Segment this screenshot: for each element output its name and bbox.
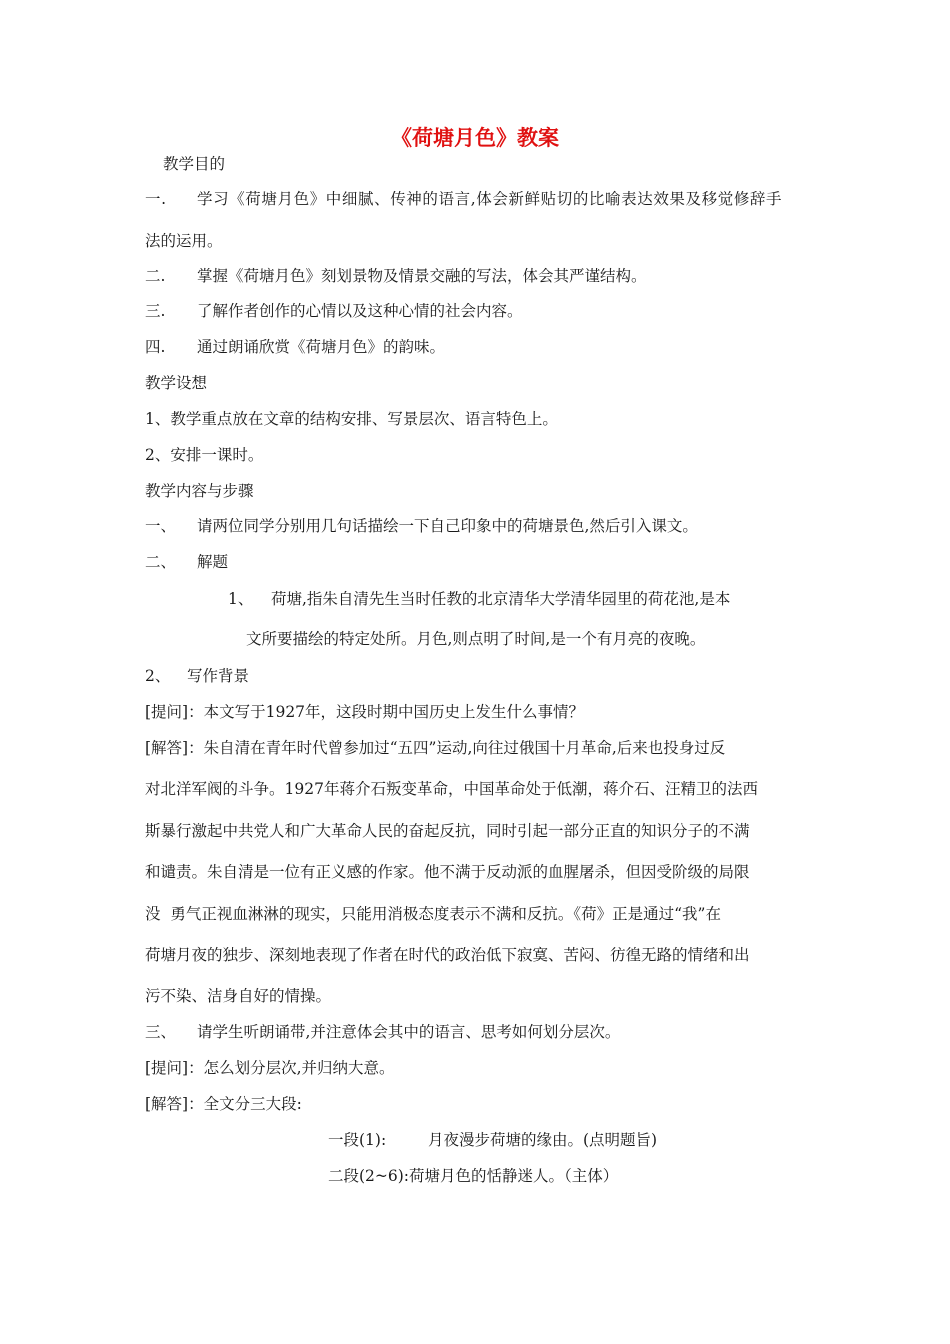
goal-number: 四. <box>145 338 166 356</box>
design-item: 1、教学重点放在文章的结构安排、写景层次、语言特色上。 <box>145 410 558 428</box>
goal-text: 了解作者创作的心情以及这种心情的社会内容。 <box>197 302 523 320</box>
step-text: 解题 <box>197 553 229 571</box>
part-text: 月夜漫步荷塘的缘由。(点明题旨) <box>428 1131 658 1149</box>
answer-line: 荷塘月夜的独步、深刻地表现了作者在时代的政治低下寂寞、苦闷、彷徨无路的情绪和出 <box>145 946 750 964</box>
sub-number: 2、 <box>145 667 171 685</box>
page-title: 《荷塘月色》教案 <box>391 126 559 150</box>
design-heading: 教学设想 <box>145 374 208 392</box>
goal-item <box>145 300 523 322</box>
design-item: 2、安排一课时。 <box>145 446 264 464</box>
step-item <box>145 1021 620 1043</box>
goal-text: 掌握《荷塘月色》刻划景物及情景交融的写法，体会其严谨结构。 <box>197 267 647 285</box>
goal-item <box>145 188 782 210</box>
steps-heading: 教学内容与步骤 <box>145 482 254 500</box>
answer-line: 没 勇气正视血淋淋的现实，只能用消极态度表示不满和反抗。《荷》正是通过“我”在 <box>145 905 721 923</box>
answer-line: 对北洋军阀的斗争。1927年蒋介石叛变革命，中国革命处于低潮，蒋介石、汪精卫的法西 <box>145 780 758 798</box>
goal-continuation: 法的运用。 <box>145 232 223 250</box>
part-text: 荷塘月色的恬静迷人。（主体） <box>409 1167 619 1185</box>
goal-item <box>145 265 647 287</box>
goal-text: 学习《荷塘月色》中细腻、传神的语言,体会新鲜贴切的比喻表达效果及移觉修辞手 <box>197 190 783 208</box>
step-number: 一、 <box>145 517 177 535</box>
answer-line: 斯暴行激起中共党人和广大革命人民的奋起反抗，同时引起一部分正直的知识分子的不满 <box>145 822 750 840</box>
goal-number: 二. <box>145 267 166 285</box>
sub-item <box>228 588 730 610</box>
step-text: 请两位同学分别用几句话描绘一下自己印象中的荷塘景色,然后引入课文。 <box>197 517 698 535</box>
answer-line: [解答]：全文分三大段: <box>145 1095 302 1113</box>
step-item <box>145 515 698 537</box>
step-text: 请学生听朗诵带,并注意体会其中的语言、思考如何划分层次。 <box>197 1023 621 1041</box>
step-number: 三、 <box>145 1023 177 1041</box>
goals-heading: 教学目的 <box>163 155 226 173</box>
sub-number: 1、 <box>228 590 254 608</box>
answer-line: 和谴责。朱自清是一位有正义感的作家。他不满于反动派的血腥屠杀，但因受阶级的局限 <box>145 863 750 881</box>
sub-continuation: 文所要描绘的特定处所。月色,则点明了时间,是一个有月亮的夜晚。 <box>246 630 706 648</box>
part-item <box>328 1165 618 1187</box>
sub-text: 荷塘,指朱自清先生当时任教的北京清华大学清华园里的荷花池,是本 <box>271 590 731 608</box>
part-label: 二段(2~6): <box>328 1167 410 1185</box>
part-item <box>328 1129 657 1151</box>
sub-text: 写作背景 <box>187 667 250 685</box>
question: [提问]：怎么划分层次,并归纳大意。 <box>145 1059 395 1077</box>
answer-line: [解答]：朱自清在青年时代曾参加过“五四”运动,向往过俄国十月革命,后来也投身过反 <box>145 739 726 757</box>
goal-item <box>145 336 445 358</box>
goal-number: 一. <box>145 190 167 208</box>
goal-text: 通过朗诵欣赏《荷塘月色》的韵味。 <box>197 338 446 356</box>
goal-number: 三. <box>145 302 166 320</box>
question: [提问]：本文写于1927年，这段时期中国历史上发生什么事情？ <box>145 703 585 721</box>
sub-item <box>145 665 249 687</box>
step-item <box>145 551 228 573</box>
answer-line: 污不染、洁身自好的情操。 <box>145 987 332 1005</box>
part-label: 一段(1): <box>328 1131 387 1149</box>
step-number: 二、 <box>145 553 177 571</box>
